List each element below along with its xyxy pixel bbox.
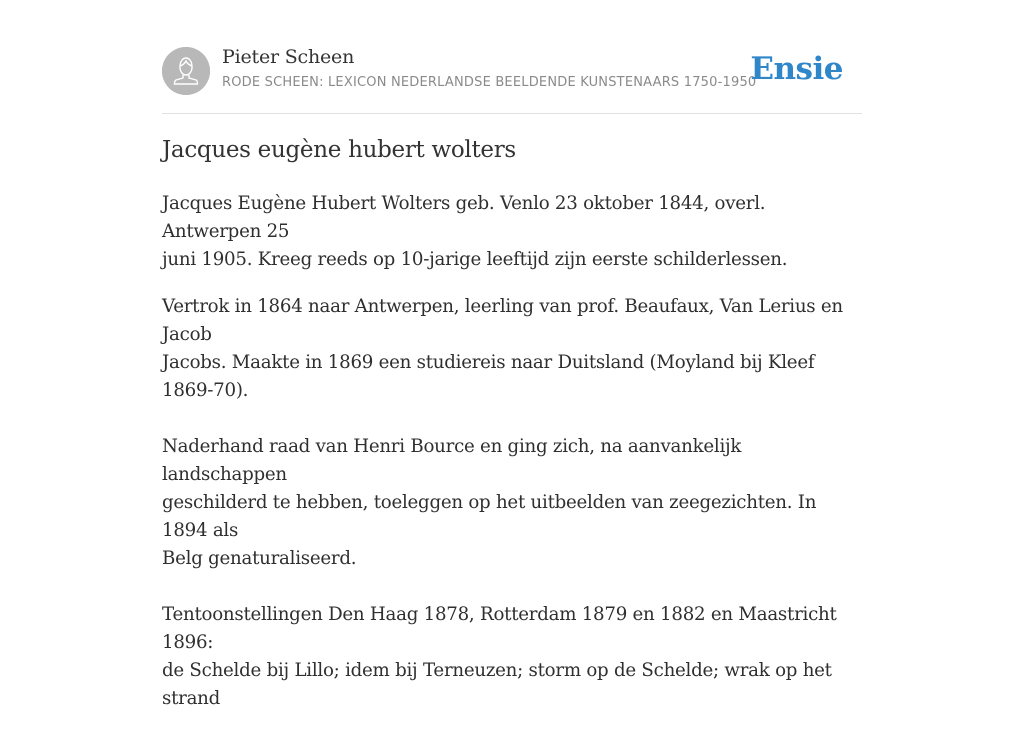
avatar-silhouette-icon [162, 47, 210, 95]
header-divider [162, 113, 862, 114]
article-body [162, 190, 862, 732]
brand-logo[interactable]: Ensie [750, 51, 843, 87]
article-paragraph: Jacques Eugène Hubert Wolters geb. Venlo 23 oktober 1844, overl. Antwerpen 25 juni 1905. Kreeg reeds op 10-jarige leeftijd zijn eerste schilderlessen. [162, 193, 788, 270]
article-title: Jacques eugène hubert wolters [162, 137, 516, 163]
article-header [162, 46, 862, 96]
author-name[interactable]: Pieter Scheen [222, 46, 355, 68]
author-source[interactable]: RODE SCHEEN: LEXICON NEDERLANDSE BEELDENDE KUNSTENAARS 1750-1950 [222, 75, 757, 90]
article-paragraph: Vertrok in 1864 naar Antwerpen, leerling van prof. Beaufaux, Van Lerius en Jacob Jacobs. Maakte in 1869 een studiereis naar Duitsland (Moyland bij Kleef 1869-70). Naderhand raad van Henri Bource en ging zich, na aanvankelijk landschappen geschilderd te hebben, toeleggen op het uitbeelden van zeegezichten. In 1894 als Belg genaturaliseerd. Tentoonstellingen Den Haag 1878, Rotterdam 1879 en 1882 en Maastricht 1896: de Schelde bij Lillo; idem bij Terneuzen; storm op de Schelde; wrak op het strand [162, 296, 843, 709]
user-avatar-icon[interactable] [162, 47, 210, 95]
